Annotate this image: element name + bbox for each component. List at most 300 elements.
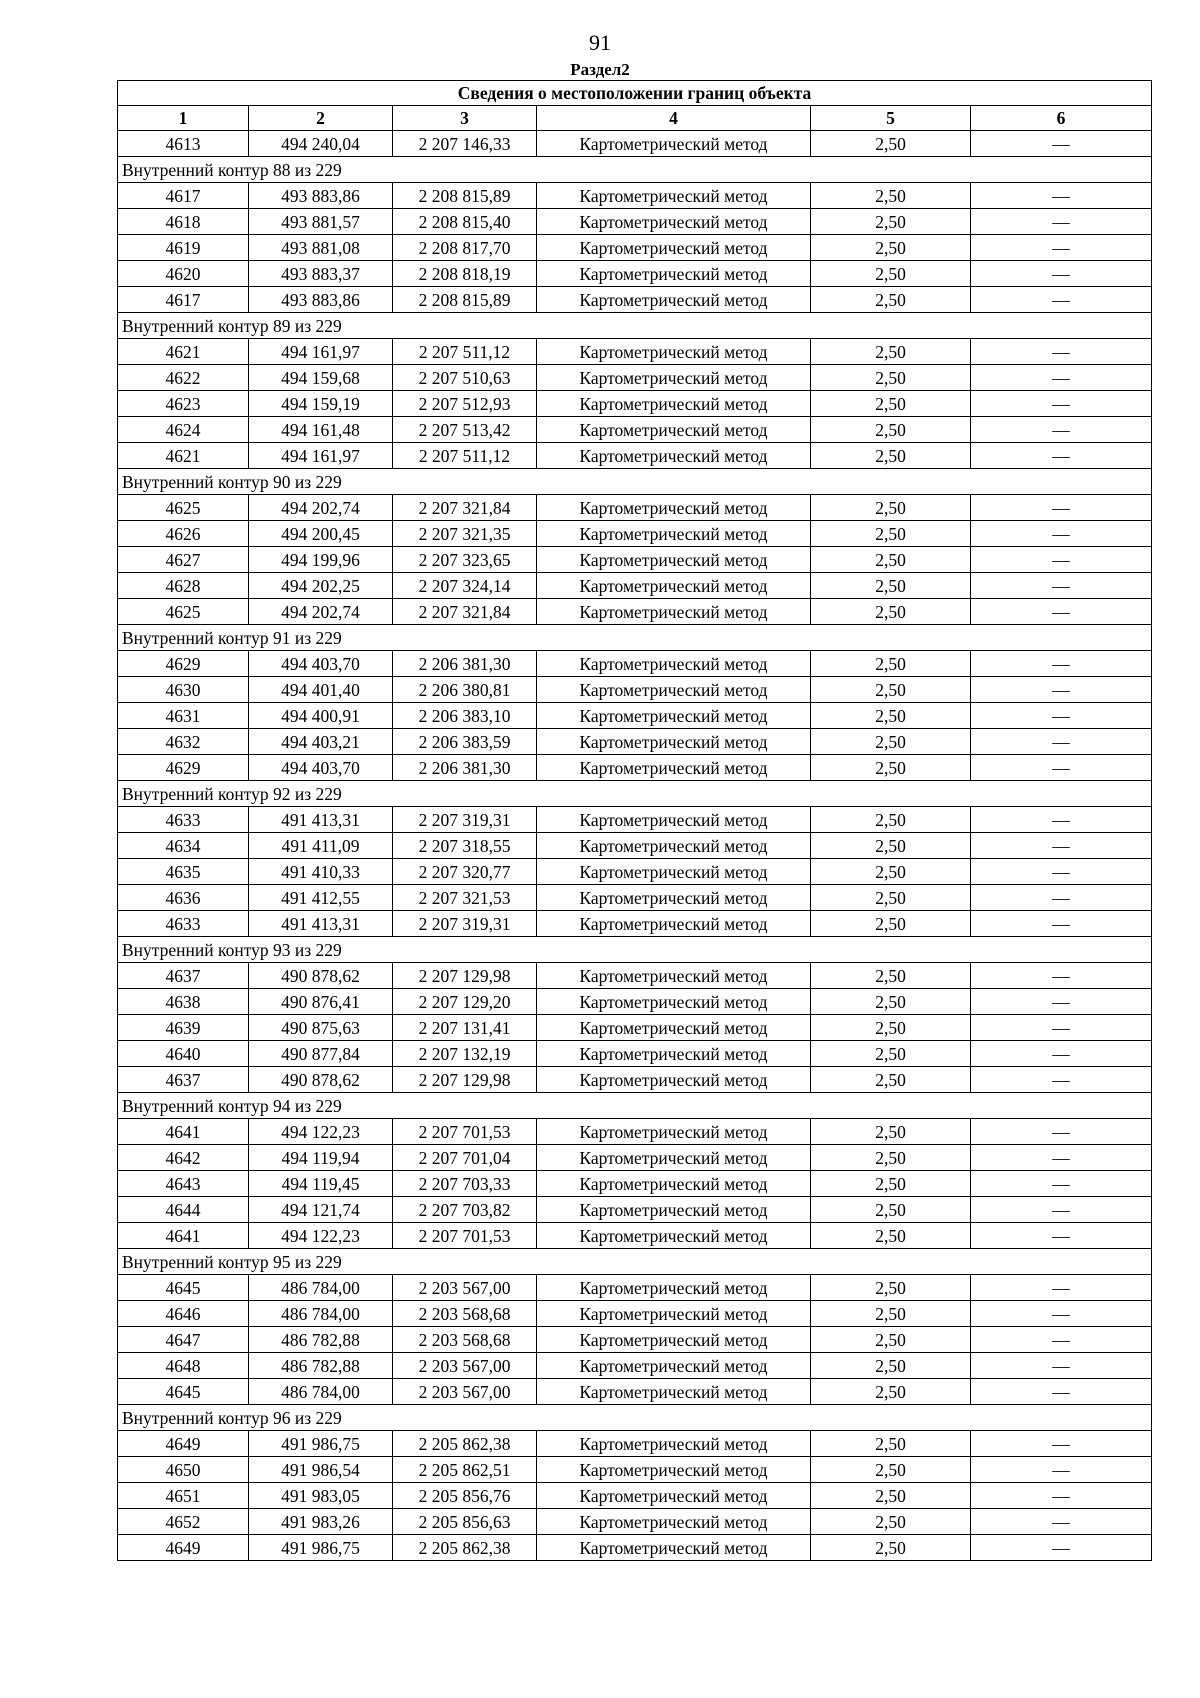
table-cell: 2 207 323,65 xyxy=(393,547,537,573)
table-cell: 2 207 512,93 xyxy=(393,391,537,417)
table-cell: — xyxy=(971,703,1152,729)
table-cell: 2,50 xyxy=(811,1171,971,1197)
table-cell: 2,50 xyxy=(811,963,971,989)
table-cell: Картометрический метод xyxy=(537,573,811,599)
table-cell: — xyxy=(971,235,1152,261)
table-cell: Картометрический метод xyxy=(537,1015,811,1041)
table-cell: 491 983,26 xyxy=(249,1509,393,1535)
table-cell: 491 986,75 xyxy=(249,1535,393,1561)
table-cell: 4648 xyxy=(118,1353,249,1379)
table-cell: 490 878,62 xyxy=(249,963,393,989)
table-cell: 2 207 513,42 xyxy=(393,417,537,443)
table-cell: 490 877,84 xyxy=(249,1041,393,1067)
table-cell: — xyxy=(971,1535,1152,1561)
table-cell: 4617 xyxy=(118,287,249,313)
table-cell: 2 207 129,98 xyxy=(393,963,537,989)
table-cell: 486 782,88 xyxy=(249,1327,393,1353)
table-cell: — xyxy=(971,599,1152,625)
table-row xyxy=(118,1197,1152,1223)
contour-label: Внутренний контур 95 из 229 xyxy=(118,1249,1152,1275)
table-cell: — xyxy=(971,1483,1152,1509)
table-row xyxy=(118,599,1152,625)
table-cell: 494 403,70 xyxy=(249,755,393,781)
table-cell: 4634 xyxy=(118,833,249,859)
table-cell: 2 203 568,68 xyxy=(393,1327,537,1353)
table-cell: — xyxy=(971,1301,1152,1327)
table-cell: 2 208 815,40 xyxy=(393,209,537,235)
table-cell: 2 208 815,89 xyxy=(393,183,537,209)
table-cell: 4635 xyxy=(118,859,249,885)
contour-header-row xyxy=(118,1249,1152,1275)
table-cell: 2 207 131,41 xyxy=(393,1015,537,1041)
table-cell: Картометрический метод xyxy=(537,131,811,157)
table-cell: Картометрический метод xyxy=(537,885,811,911)
column-number: 3 xyxy=(393,106,537,131)
column-number: 2 xyxy=(249,106,393,131)
table-row xyxy=(118,495,1152,521)
table-cell: 4626 xyxy=(118,521,249,547)
column-number: 5 xyxy=(811,106,971,131)
table-cell: Картометрический метод xyxy=(537,1197,811,1223)
table-row xyxy=(118,131,1152,157)
table-row xyxy=(118,1327,1152,1353)
table-cell: — xyxy=(971,1509,1152,1535)
table-cell: 2,50 xyxy=(811,703,971,729)
contour-label: Внутренний контур 88 из 229 xyxy=(118,157,1152,183)
table-cell: 2,50 xyxy=(811,885,971,911)
table-row xyxy=(118,703,1152,729)
table-cell: — xyxy=(971,1067,1152,1093)
table-row xyxy=(118,911,1152,937)
page-number: 91 xyxy=(589,30,611,55)
table-cell: — xyxy=(971,1223,1152,1249)
table-cell: 2 206 381,30 xyxy=(393,651,537,677)
table-cell: 491 410,33 xyxy=(249,859,393,885)
table-cell: Картометрический метод xyxy=(537,989,811,1015)
table-cell: — xyxy=(971,885,1152,911)
table-cell: 2,50 xyxy=(811,495,971,521)
table-cell: 2,50 xyxy=(811,1379,971,1405)
table-cell: 2,50 xyxy=(811,911,971,937)
table-cell: 2,50 xyxy=(811,1483,971,1509)
table-cell: 494 403,70 xyxy=(249,651,393,677)
table-cell: 2 207 701,53 xyxy=(393,1119,537,1145)
table-cell: 2 207 321,53 xyxy=(393,885,537,911)
table-cell: 4629 xyxy=(118,755,249,781)
table-cell: 2 207 701,04 xyxy=(393,1145,537,1171)
boundary-coordinates-table xyxy=(117,80,1152,1561)
table-cell: Картометрический метод xyxy=(537,1431,811,1457)
table-cell: Картометрический метод xyxy=(537,1041,811,1067)
table-cell: — xyxy=(971,365,1152,391)
table-cell: 2 207 703,33 xyxy=(393,1171,537,1197)
table-cell: 494 161,48 xyxy=(249,417,393,443)
table-cell: 4620 xyxy=(118,261,249,287)
table-cell: 493 881,57 xyxy=(249,209,393,235)
table-cell: Картометрический метод xyxy=(537,183,811,209)
table-cell: 494 159,68 xyxy=(249,365,393,391)
table-cell: 4632 xyxy=(118,729,249,755)
table-cell: — xyxy=(971,755,1152,781)
table-cell: 2,50 xyxy=(811,391,971,417)
table-cell: 490 875,63 xyxy=(249,1015,393,1041)
table-cell: 2 207 129,20 xyxy=(393,989,537,1015)
table-row xyxy=(118,729,1152,755)
table-cell: Картометрический метод xyxy=(537,443,811,469)
table-cell: 494 161,97 xyxy=(249,339,393,365)
table-cell: 491 413,31 xyxy=(249,911,393,937)
table-cell: 2,50 xyxy=(811,235,971,261)
table-cell: Картометрический метод xyxy=(537,1067,811,1093)
table-cell: Картометрический метод xyxy=(537,261,811,287)
table-cell: 2,50 xyxy=(811,989,971,1015)
table-cell: 4637 xyxy=(118,963,249,989)
table-cell: 494 202,25 xyxy=(249,573,393,599)
table-cell: Картометрический метод xyxy=(537,1379,811,1405)
table-cell: 486 782,88 xyxy=(249,1353,393,1379)
table-cell: Картометрический метод xyxy=(537,339,811,365)
table-cell: 490 876,41 xyxy=(249,989,393,1015)
contour-label: Внутренний контур 94 из 229 xyxy=(118,1093,1152,1119)
table-cell: — xyxy=(971,1015,1152,1041)
table-cell: 2 207 321,35 xyxy=(393,521,537,547)
table-cell: 491 986,75 xyxy=(249,1431,393,1457)
table-cell: 2,50 xyxy=(811,833,971,859)
table-cell: 491 412,55 xyxy=(249,885,393,911)
table-cell: Картометрический метод xyxy=(537,1171,811,1197)
table-cell: 4644 xyxy=(118,1197,249,1223)
table-cell: Картометрический метод xyxy=(537,287,811,313)
table-cell: 2,50 xyxy=(811,1535,971,1561)
table-cell: 2,50 xyxy=(811,183,971,209)
table-cell: 2,50 xyxy=(811,1223,971,1249)
table-row xyxy=(118,261,1152,287)
table-cell: 2 203 567,00 xyxy=(393,1379,537,1405)
table-cell: 4640 xyxy=(118,1041,249,1067)
table-cell: 4630 xyxy=(118,677,249,703)
table-cell: 2 207 319,31 xyxy=(393,911,537,937)
table-cell: — xyxy=(971,521,1152,547)
table-cell: 2 205 856,76 xyxy=(393,1483,537,1509)
table-cell: 2,50 xyxy=(811,1197,971,1223)
table-cell: Картометрический метод xyxy=(537,1223,811,1249)
table-cell: Картометрический метод xyxy=(537,1275,811,1301)
contour-header-row xyxy=(118,469,1152,495)
table-cell: Картометрический метод xyxy=(537,677,811,703)
table-cell: 4637 xyxy=(118,1067,249,1093)
table-cell: — xyxy=(971,1119,1152,1145)
table-cell: 2,50 xyxy=(811,755,971,781)
table-cell: 2,50 xyxy=(811,131,971,157)
table-cell: Картометрический метод xyxy=(537,391,811,417)
table-cell: 494 119,94 xyxy=(249,1145,393,1171)
table-cell: 2,50 xyxy=(811,859,971,885)
table-cell: 4622 xyxy=(118,365,249,391)
table-cell: 494 202,74 xyxy=(249,599,393,625)
table-cell: 2 206 381,30 xyxy=(393,755,537,781)
table-cell: 2 203 568,68 xyxy=(393,1301,537,1327)
table-row xyxy=(118,1483,1152,1509)
table-cell: 2,50 xyxy=(811,261,971,287)
table-row xyxy=(118,859,1152,885)
table-cell: 2 208 818,19 xyxy=(393,261,537,287)
table-cell: — xyxy=(971,1197,1152,1223)
table-cell: — xyxy=(971,547,1152,573)
contour-header-row xyxy=(118,157,1152,183)
table-row xyxy=(118,833,1152,859)
table-cell: 2 207 510,63 xyxy=(393,365,537,391)
table-cell: 4625 xyxy=(118,495,249,521)
table-cell: 4621 xyxy=(118,443,249,469)
table-row xyxy=(118,807,1152,833)
table-cell: Картометрический метод xyxy=(537,1327,811,1353)
table-cell: 4651 xyxy=(118,1483,249,1509)
table-cell: 4645 xyxy=(118,1379,249,1405)
table-cell: — xyxy=(971,339,1152,365)
table-cell: 491 413,31 xyxy=(249,807,393,833)
table-cell: 494 240,04 xyxy=(249,131,393,157)
table-cell: 2,50 xyxy=(811,1275,971,1301)
table-cell: Картометрический метод xyxy=(537,495,811,521)
table-cell: 4618 xyxy=(118,209,249,235)
table-cell: 4633 xyxy=(118,911,249,937)
table-cell: 2 207 321,84 xyxy=(393,599,537,625)
table-cell: Картометрический метод xyxy=(537,547,811,573)
table-cell: 2 207 321,84 xyxy=(393,495,537,521)
table-cell: 494 159,19 xyxy=(249,391,393,417)
table-cell: 2 205 856,63 xyxy=(393,1509,537,1535)
table-row xyxy=(118,963,1152,989)
table-row xyxy=(118,1119,1152,1145)
table-cell: 4641 xyxy=(118,1119,249,1145)
table-cell: Картометрический метод xyxy=(537,1535,811,1561)
table-cell: — xyxy=(971,391,1152,417)
table-cell: 2,50 xyxy=(811,1119,971,1145)
table-cell: 486 784,00 xyxy=(249,1379,393,1405)
table-cell: — xyxy=(971,833,1152,859)
table-cell: Картометрический метод xyxy=(537,1457,811,1483)
table-cell: Картометрический метод xyxy=(537,209,811,235)
table-cell: — xyxy=(971,963,1152,989)
table-cell: Картометрический метод xyxy=(537,1119,811,1145)
contour-label: Внутренний контур 89 из 229 xyxy=(118,313,1152,339)
table-cell: 2 207 129,98 xyxy=(393,1067,537,1093)
contour-label: Внутренний контур 90 из 229 xyxy=(118,469,1152,495)
table-cell: 494 401,40 xyxy=(249,677,393,703)
table-cell: 2 206 383,10 xyxy=(393,703,537,729)
table-cell: 2,50 xyxy=(811,807,971,833)
table-body xyxy=(118,131,1152,1561)
table-cell: 494 161,97 xyxy=(249,443,393,469)
table-cell: — xyxy=(971,495,1152,521)
table-cell: 493 881,08 xyxy=(249,235,393,261)
table-cell: 494 400,91 xyxy=(249,703,393,729)
table-cell: — xyxy=(971,859,1152,885)
table-cell: — xyxy=(971,417,1152,443)
table-cell: 2 207 511,12 xyxy=(393,339,537,365)
table-cell: 2 207 132,19 xyxy=(393,1041,537,1067)
contour-label: Внутренний контур 93 из 229 xyxy=(118,937,1152,963)
table-cell: 2 205 862,51 xyxy=(393,1457,537,1483)
table-row xyxy=(118,235,1152,261)
table-cell: 2,50 xyxy=(811,1327,971,1353)
table-cell: Картометрический метод xyxy=(537,729,811,755)
table-cell: — xyxy=(971,1379,1152,1405)
table-cell: 2 207 703,82 xyxy=(393,1197,537,1223)
table-cell: Картометрический метод xyxy=(537,1509,811,1535)
table-row xyxy=(118,443,1152,469)
table-cell: 4638 xyxy=(118,989,249,1015)
table-row xyxy=(118,521,1152,547)
table-cell: — xyxy=(971,261,1152,287)
table-cell: — xyxy=(971,1041,1152,1067)
table-cell: 494 119,45 xyxy=(249,1171,393,1197)
table-cell: 4646 xyxy=(118,1301,249,1327)
table-row xyxy=(118,417,1152,443)
table-cell: 4639 xyxy=(118,1015,249,1041)
contour-header-row xyxy=(118,1405,1152,1431)
table-cell: — xyxy=(971,1171,1152,1197)
table-cell: 2 203 567,00 xyxy=(393,1353,537,1379)
table-row xyxy=(118,651,1152,677)
table-cell: 493 883,86 xyxy=(249,183,393,209)
table-cell: 4633 xyxy=(118,807,249,833)
table-cell: Картометрический метод xyxy=(537,235,811,261)
table-cell: — xyxy=(971,1431,1152,1457)
contour-label: Внутренний контур 92 из 229 xyxy=(118,781,1152,807)
table-cell: — xyxy=(971,183,1152,209)
table-row xyxy=(118,183,1152,209)
table-cell: — xyxy=(971,1353,1152,1379)
table-cell: 2,50 xyxy=(811,1457,971,1483)
contour-header-row xyxy=(118,625,1152,651)
table-cell: 491 983,05 xyxy=(249,1483,393,1509)
table-cell: 2,50 xyxy=(811,1067,971,1093)
column-number: 6 xyxy=(971,106,1152,131)
table-cell: 2,50 xyxy=(811,287,971,313)
table-cell: 2,50 xyxy=(811,1509,971,1535)
table-cell: — xyxy=(971,989,1152,1015)
contour-header-row xyxy=(118,313,1152,339)
table-cell: 2 207 701,53 xyxy=(393,1223,537,1249)
table-cell: 4624 xyxy=(118,417,249,443)
table-cell: 2,50 xyxy=(811,417,971,443)
table-cell: 2 207 320,77 xyxy=(393,859,537,885)
table-row xyxy=(118,1171,1152,1197)
table-cell: 2 207 319,31 xyxy=(393,807,537,833)
table-cell: 2 208 815,89 xyxy=(393,287,537,313)
table-cell: Картометрический метод xyxy=(537,1145,811,1171)
table-row xyxy=(118,547,1152,573)
table-cell: 4645 xyxy=(118,1275,249,1301)
table-cell: 2,50 xyxy=(811,651,971,677)
contour-header-row xyxy=(118,781,1152,807)
table-cell: 4619 xyxy=(118,235,249,261)
table-cell: 2 208 817,70 xyxy=(393,235,537,261)
table-cell: 494 122,23 xyxy=(249,1119,393,1145)
table-cell: — xyxy=(971,677,1152,703)
table-row xyxy=(118,1379,1152,1405)
table-cell: 2 205 862,38 xyxy=(393,1431,537,1457)
table-cell: 4650 xyxy=(118,1457,249,1483)
table-cell: 2 203 567,00 xyxy=(393,1275,537,1301)
table-cell: 4652 xyxy=(118,1509,249,1535)
table-row xyxy=(118,209,1152,235)
table-cell: 4643 xyxy=(118,1171,249,1197)
contour-label: Внутренний контур 96 из 229 xyxy=(118,1405,1152,1431)
table-cell: 2,50 xyxy=(811,547,971,573)
table-cell: — xyxy=(971,911,1152,937)
table-cell: 4628 xyxy=(118,573,249,599)
section-title: Раздел2 xyxy=(570,60,630,79)
table-cell: — xyxy=(971,443,1152,469)
table-cell: — xyxy=(971,729,1152,755)
table-cell: 2 207 146,33 xyxy=(393,131,537,157)
table-cell: 2,50 xyxy=(811,573,971,599)
table-row xyxy=(118,1015,1152,1041)
table-cell: 4617 xyxy=(118,183,249,209)
table-cell: 4649 xyxy=(118,1431,249,1457)
table-cell: 2,50 xyxy=(811,1353,971,1379)
table-cell: 2,50 xyxy=(811,521,971,547)
table-cell: 4613 xyxy=(118,131,249,157)
table-cell: — xyxy=(971,209,1152,235)
table-cell: 494 403,21 xyxy=(249,729,393,755)
table-cell: 2 207 324,14 xyxy=(393,573,537,599)
table-row xyxy=(118,1067,1152,1093)
table-cell: — xyxy=(971,573,1152,599)
table-row xyxy=(118,1275,1152,1301)
table-cell: 4636 xyxy=(118,885,249,911)
table-cell: 2,50 xyxy=(811,443,971,469)
table-cell: 2 206 383,59 xyxy=(393,729,537,755)
column-number: 4 xyxy=(537,106,811,131)
column-number-row xyxy=(118,106,1152,131)
table-cell: 2,50 xyxy=(811,1015,971,1041)
table-cell: Картометрический метод xyxy=(537,521,811,547)
table-cell: 494 122,23 xyxy=(249,1223,393,1249)
table-cell: — xyxy=(971,1457,1152,1483)
table-cell: 493 883,37 xyxy=(249,261,393,287)
table-row xyxy=(118,1145,1152,1171)
table-cell: — xyxy=(971,1145,1152,1171)
table-row xyxy=(118,885,1152,911)
table-cell: 2 207 511,12 xyxy=(393,443,537,469)
table-row xyxy=(118,1431,1152,1457)
column-number: 1 xyxy=(118,106,249,131)
table-cell: 486 784,00 xyxy=(249,1275,393,1301)
table-cell: 493 883,86 xyxy=(249,287,393,313)
table-cell: 491 411,09 xyxy=(249,833,393,859)
table-cell: Картометрический метод xyxy=(537,859,811,885)
table-title: Сведения о местоположении границ объекта xyxy=(118,81,1152,106)
table-cell: Картометрический метод xyxy=(537,1483,811,1509)
table-row xyxy=(118,1535,1152,1561)
table-cell: 2,50 xyxy=(811,1041,971,1067)
table-cell: 2,50 xyxy=(811,677,971,703)
table-cell: 490 878,62 xyxy=(249,1067,393,1093)
table-cell: 2,50 xyxy=(811,209,971,235)
table-cell: 4621 xyxy=(118,339,249,365)
table-cell: — xyxy=(971,131,1152,157)
table-cell: Картометрический метод xyxy=(537,1353,811,1379)
table-cell: 4641 xyxy=(118,1223,249,1249)
table-cell: 4649 xyxy=(118,1535,249,1561)
table-row xyxy=(118,1353,1152,1379)
table-cell: — xyxy=(971,651,1152,677)
contour-header-row xyxy=(118,937,1152,963)
table-row xyxy=(118,1041,1152,1067)
